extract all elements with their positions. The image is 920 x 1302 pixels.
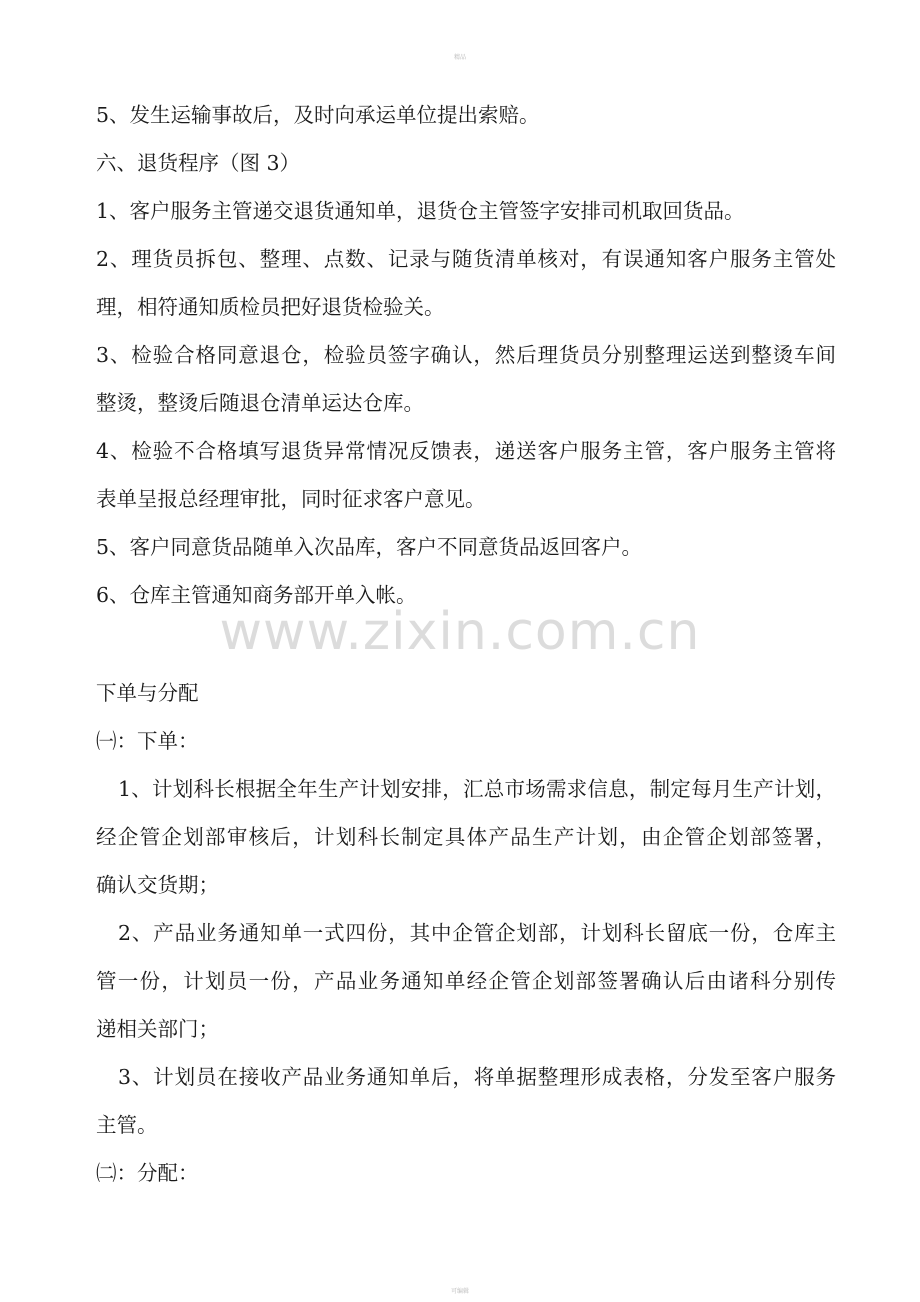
paragraph-line: 递相关部门； <box>96 1017 219 1041</box>
paragraph-line: 理，相符通知质检员把好退货检验关。 <box>96 295 445 319</box>
page-header-mark: 精品 <box>453 54 466 61</box>
subsection-heading: ㈡：分配： <box>96 1161 199 1185</box>
paragraph-line: 4、检验不合格填写退货异常情况反馈表，递送客户服务主管，客户服务主管将 <box>96 439 836 463</box>
paragraph-line: 管一份，计划员一份，产品业务通知单经企管企划部签署确认后由诸科分别传 <box>96 969 836 993</box>
paragraph-line: 主管。 <box>96 1113 158 1137</box>
paragraph-line: 6、仓库主管通知商务部开单入帐。 <box>96 583 417 607</box>
section-heading: 下单与分配 <box>96 681 199 705</box>
paragraph-line: 1、客户服务主管递交退货通知单，退货仓主管签字安排司机取回货品。 <box>96 199 745 223</box>
paragraph-line: 表单呈报总经理审批，同时征求客户意见。 <box>96 487 486 511</box>
subsection-heading: ㈠：下单： <box>96 729 199 753</box>
paragraph-line: 2、产品业务通知单一式四份，其中企管企划部，计划科长留底一份，仓库主 <box>118 921 836 945</box>
paragraph-line: 1、计划科长根据全年生产计划安排，汇总市场需求信息，制定每月生产计划， <box>118 777 836 801</box>
paragraph-line: 2、理货员拆包、整理、点数、记录与随货清单核对，有误通知客户服务主管处 <box>96 247 836 271</box>
watermark: www.zixin.com.cn <box>219 602 701 662</box>
paragraph-line: 5、发生运输事故后，及时向承运单位提出索赔。 <box>96 103 540 127</box>
paragraph-line: 整烫，整烫后随退仓清单运达仓库。 <box>96 391 424 415</box>
paragraph-line: 3、计划员在接收产品业务通知单后，将单据整理形成表格，分发至客户服务 <box>118 1065 836 1089</box>
section-heading: 六、退货程序（图 3） <box>96 151 301 175</box>
paragraph-line: 5、客户同意货品随单入次品库，客户不同意货品返回客户。 <box>96 535 643 559</box>
page-footer-mark: 可编辑 <box>450 1288 469 1295</box>
paragraph-line: 3、检验合格同意退仓，检验员签字确认，然后理货员分别整理运送到整烫车间 <box>96 343 836 367</box>
paragraph-line: 确认交货期； <box>96 873 219 897</box>
paragraph-line: 经企管企划部审核后，计划科长制定具体产品生产计划，由企管企划部签署， <box>96 825 836 849</box>
